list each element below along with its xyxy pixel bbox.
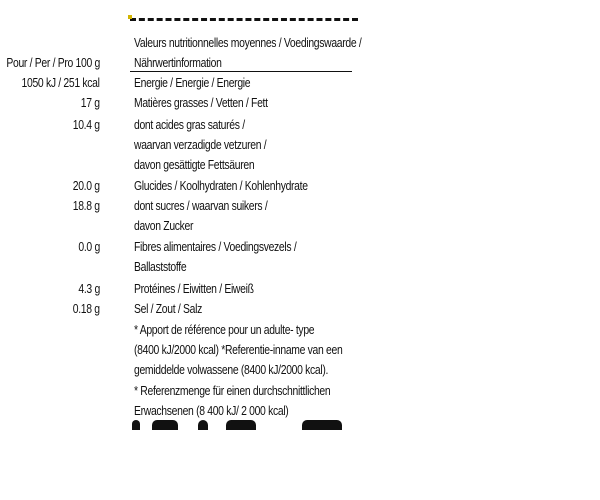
nutrient-row bbox=[0, 176, 350, 196]
nutrient-name: waarvan verzadigde vetzuren / bbox=[134, 137, 267, 152]
nutrient-row bbox=[0, 279, 350, 299]
nutrient-name: Matières grasses / Vetten / Fett bbox=[134, 95, 268, 110]
footnote-line: * Referenzmenge für einen durchschnittlichen bbox=[134, 383, 331, 398]
top-dashed-border bbox=[130, 18, 358, 21]
nutrient-row bbox=[0, 216, 350, 236]
nutrient-name: dont sucres / waarvan suikers / bbox=[134, 198, 268, 213]
nutrient-row bbox=[0, 257, 350, 277]
per-label: Pour / Per / Pro 100 g bbox=[6, 55, 100, 70]
footnote-line: (8400 kJ/2000 kcal) *Referentie-inname van een bbox=[134, 342, 343, 357]
nutrient-row bbox=[0, 196, 350, 216]
nutrient-name: davon gesättigte Fettsäuren bbox=[134, 157, 255, 172]
header-line-1: Valeurs nutritionnelles moyennes / Voedingswaarde / bbox=[134, 35, 362, 50]
nutrient-value: 1050 kJ / 251 kcal bbox=[21, 75, 100, 90]
cropped-bottom-text bbox=[130, 420, 360, 434]
footnote-line: gemiddelde volwassene (8400 kJ/2000 kcal). bbox=[134, 362, 329, 377]
nutrient-row bbox=[0, 93, 350, 113]
nutrient-row bbox=[0, 115, 350, 135]
nutrient-row bbox=[0, 155, 350, 175]
nutrient-value: 10.4 g bbox=[73, 117, 100, 132]
nutrient-value: 18.8 g bbox=[73, 198, 100, 213]
nutrient-name: Sel / Zout / Salz bbox=[134, 301, 202, 316]
nutrient-name: Energie / Energie / Energie bbox=[134, 75, 251, 90]
footnote-line: Erwachsenen (8 400 kJ/ 2 000 kcal) bbox=[134, 403, 289, 418]
nutrient-value: 17 g bbox=[81, 95, 100, 110]
nutrient-name: Protéines / Eiwitten / Eiweiß bbox=[134, 281, 254, 296]
nutrient-row bbox=[0, 135, 350, 155]
nutrient-name: Glucides / Koolhydraten / Kohlenhydrate bbox=[134, 178, 308, 193]
nutrient-row bbox=[0, 73, 350, 93]
nutrient-value: 0.0 g bbox=[78, 239, 100, 254]
nutrient-name: Fibres alimentaires / Voedingsvezels / bbox=[134, 239, 297, 254]
nutrient-row bbox=[0, 299, 350, 319]
nutrient-value: 0.18 g bbox=[73, 301, 100, 316]
nutrient-name: Ballaststoffe bbox=[134, 259, 187, 274]
nutrient-value: 20.0 g bbox=[73, 178, 100, 193]
per-label-row bbox=[0, 53, 350, 73]
header-line-2: Nährwertinformation bbox=[134, 55, 222, 70]
header-underline bbox=[130, 71, 352, 72]
nutrient-name: dont acides gras saturés / bbox=[134, 117, 245, 132]
nutrient-name: davon Zucker bbox=[134, 218, 194, 233]
footnote-line: * Apport de référence pour un adulte- type bbox=[134, 322, 315, 337]
nutrient-value: 4.3 g bbox=[78, 281, 100, 296]
nutrient-row bbox=[0, 237, 350, 257]
